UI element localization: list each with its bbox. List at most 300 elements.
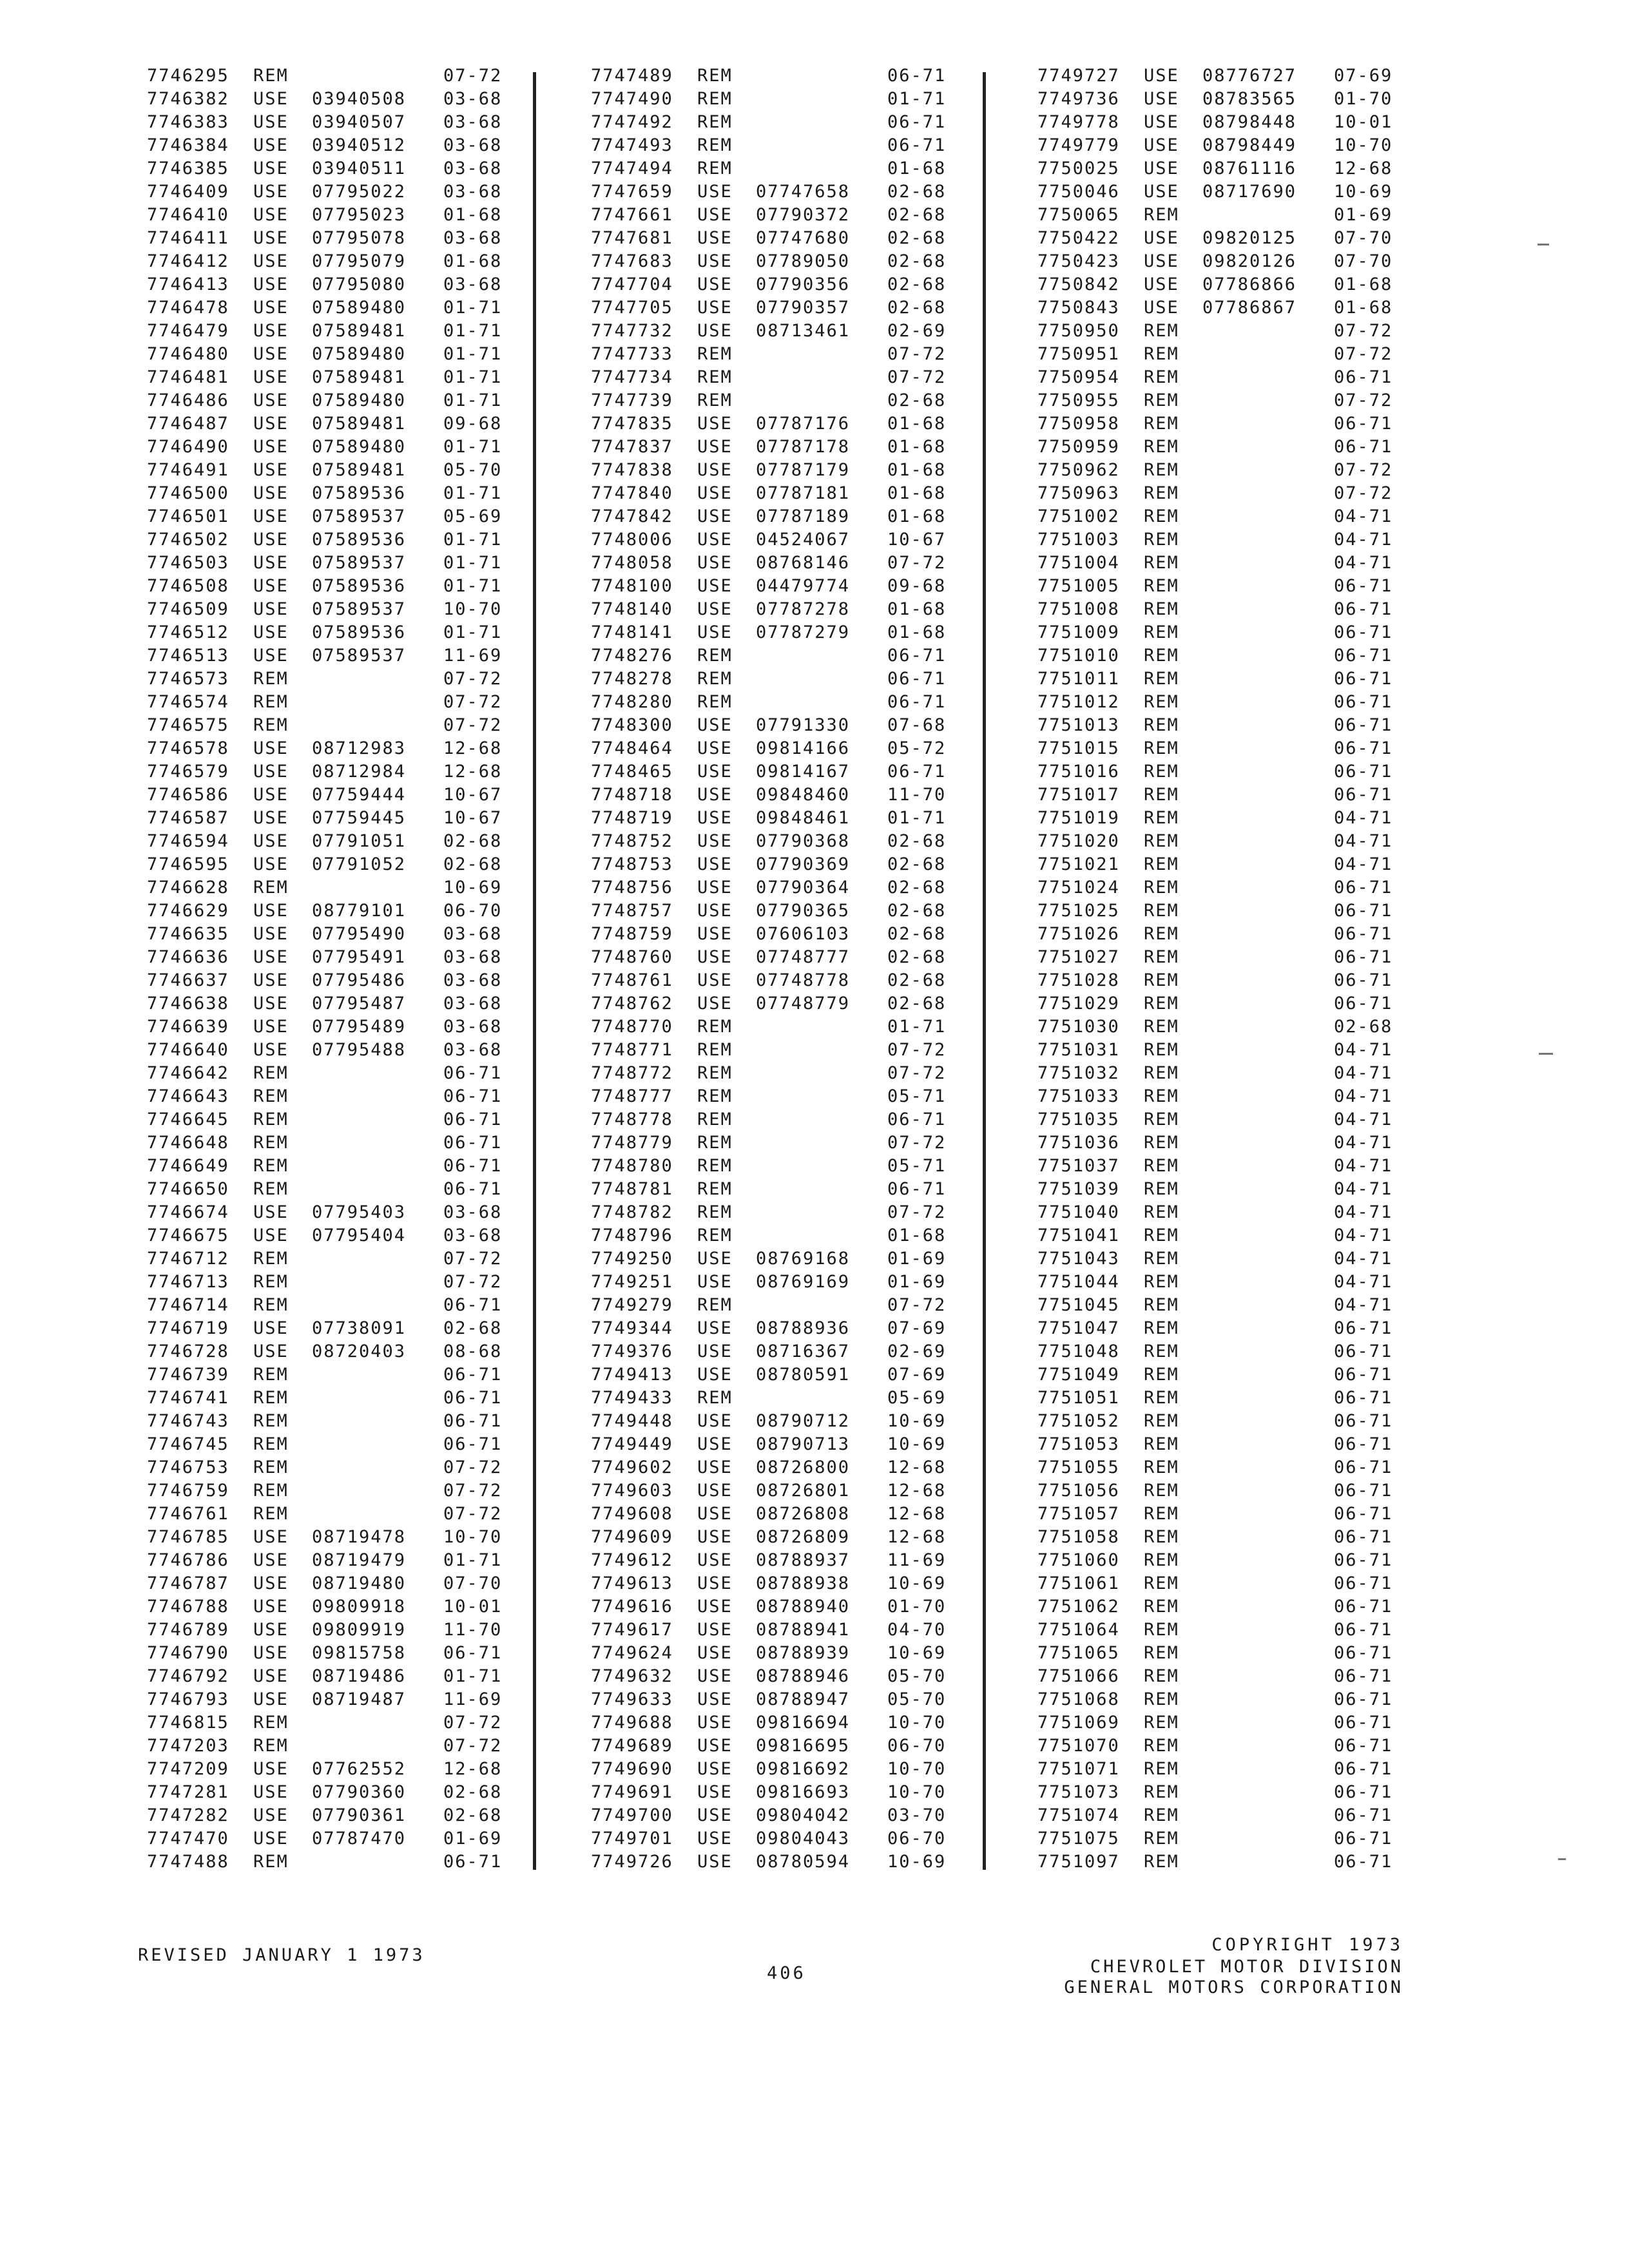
part-number: 7748759 — [591, 924, 673, 944]
action-code: USE — [697, 970, 733, 990]
date-code: 06-71 — [443, 1434, 503, 1454]
part-number: 7749726 — [591, 1852, 673, 1872]
date-code: 06-71 — [1334, 762, 1393, 782]
action-code: USE — [697, 1434, 733, 1454]
replacement-number: 08788940 — [756, 1597, 851, 1617]
part-number: 7747470 — [147, 1829, 229, 1849]
date-code: 01-68 — [887, 437, 947, 457]
date-code: 02-68 — [887, 970, 947, 990]
action-code: USE — [697, 251, 733, 271]
date-code: 06-71 — [1334, 1643, 1393, 1663]
action-code: REM — [1144, 1481, 1179, 1501]
part-number: 7746412 — [147, 251, 229, 271]
replacement-number: 07790364 — [756, 878, 851, 898]
replacement-number: 07589537 — [312, 646, 407, 666]
action-code: USE — [697, 298, 733, 318]
action-code: USE — [1144, 112, 1179, 132]
action-code: USE — [253, 1829, 289, 1849]
action-code: USE — [697, 228, 733, 248]
action-code: USE — [253, 808, 289, 828]
action-code: USE — [253, 182, 289, 202]
action-code: REM — [1144, 1736, 1179, 1756]
action-code: USE — [697, 182, 733, 202]
date-code: 06-71 — [1334, 1365, 1393, 1385]
action-code: REM — [1144, 622, 1179, 642]
date-code: 06-71 — [1334, 1782, 1393, 1802]
part-number: 7746786 — [147, 1550, 229, 1570]
date-code: 02-68 — [443, 1805, 503, 1825]
part-number: 7751051 — [1037, 1388, 1120, 1408]
part-number: 7746761 — [147, 1504, 229, 1524]
date-code: 06-71 — [887, 669, 947, 689]
part-number: 7748058 — [591, 553, 673, 573]
part-number: 7748752 — [591, 831, 673, 851]
part-number: 7748757 — [591, 901, 673, 921]
action-code: REM — [1144, 321, 1179, 341]
replacement-number: 07790360 — [312, 1782, 407, 1802]
date-code: 07-72 — [443, 692, 503, 712]
replacement-number: 07795080 — [312, 274, 407, 294]
part-number: 7750958 — [1037, 414, 1120, 434]
action-code: REM — [697, 159, 733, 178]
replacement-number: 07787279 — [756, 622, 851, 642]
action-code: REM — [253, 1457, 289, 1477]
action-code: USE — [697, 506, 733, 526]
date-code: 01-71 — [443, 321, 503, 341]
date-code: 01-69 — [887, 1249, 947, 1269]
date-code: 06-70 — [887, 1736, 947, 1756]
action-code: USE — [1144, 298, 1179, 318]
replacement-number: 08761116 — [1202, 159, 1297, 178]
action-code: USE — [253, 228, 289, 248]
date-code: 06-71 — [443, 1110, 503, 1129]
date-code: 06-71 — [1334, 367, 1393, 387]
part-number: 7750842 — [1037, 274, 1120, 294]
replacement-number: 09814167 — [756, 762, 851, 782]
date-code: 07-72 — [1334, 460, 1393, 480]
action-code: USE — [253, 1527, 289, 1547]
part-number: 7748140 — [591, 599, 673, 619]
date-code: 06-71 — [443, 1086, 503, 1106]
replacement-number: 07589481 — [312, 460, 407, 480]
action-code: REM — [1144, 669, 1179, 689]
action-code: USE — [1144, 159, 1179, 178]
action-code: USE — [253, 112, 289, 132]
date-code: 06-71 — [1334, 599, 1393, 619]
action-code: USE — [1144, 135, 1179, 155]
date-code: 02-68 — [887, 831, 947, 851]
part-number: 7747209 — [147, 1759, 229, 1779]
replacement-number: 08788937 — [756, 1550, 851, 1570]
part-number: 7748718 — [591, 785, 673, 805]
date-code: 01-68 — [887, 460, 947, 480]
action-code: REM — [697, 1225, 733, 1245]
action-code: USE — [253, 994, 289, 1014]
action-code: USE — [697, 924, 733, 944]
replacement-number: 08768146 — [756, 553, 851, 573]
date-code: 10-70 — [887, 1713, 947, 1733]
date-code: 01-71 — [443, 344, 503, 364]
action-code: USE — [253, 159, 289, 178]
action-code: REM — [697, 1110, 733, 1129]
replacement-number: 09848461 — [756, 808, 851, 828]
action-code: REM — [1144, 854, 1179, 874]
action-code: USE — [697, 622, 733, 642]
part-number: 7747838 — [591, 460, 673, 480]
part-number: 7746712 — [147, 1249, 229, 1269]
action-code: REM — [1144, 1110, 1179, 1129]
date-code: 02-68 — [887, 947, 947, 967]
part-number: 7751026 — [1037, 924, 1120, 944]
date-code: 07-68 — [887, 715, 947, 735]
part-number: 7751048 — [1037, 1341, 1120, 1361]
part-number: 7750423 — [1037, 251, 1120, 271]
date-code: 06-71 — [1334, 1481, 1393, 1501]
part-number: 7746509 — [147, 599, 229, 619]
date-code: 03-68 — [443, 89, 503, 109]
replacement-number: 07790357 — [756, 298, 851, 318]
replacement-number: 04479774 — [756, 576, 851, 596]
part-number: 7746384 — [147, 135, 229, 155]
part-number: 7747840 — [591, 483, 673, 503]
part-number: 7748771 — [591, 1040, 673, 1060]
date-code: 07-72 — [443, 1272, 503, 1292]
action-code: USE — [697, 994, 733, 1014]
part-number: 7749633 — [591, 1689, 673, 1709]
action-code: REM — [1144, 437, 1179, 457]
date-code: 04-71 — [1334, 1179, 1393, 1199]
action-code: REM — [697, 1202, 733, 1222]
replacement-number: 09815758 — [312, 1643, 407, 1663]
part-number: 7748781 — [591, 1179, 673, 1199]
action-code: REM — [1144, 1341, 1179, 1361]
part-number: 7751011 — [1037, 669, 1120, 689]
action-code: USE — [253, 437, 289, 457]
date-code: 06-71 — [1334, 1411, 1393, 1431]
date-code: 06-71 — [887, 66, 947, 86]
date-code: 02-68 — [887, 251, 947, 271]
action-code: REM — [697, 1156, 733, 1176]
part-number: 7746650 — [147, 1179, 229, 1199]
part-number: 7748780 — [591, 1156, 673, 1176]
action-code: REM — [697, 692, 733, 712]
part-number: 7750950 — [1037, 321, 1120, 341]
replacement-number: 08719487 — [312, 1689, 407, 1709]
division-line: CHEVROLET MOTOR DIVISION — [1090, 1957, 1403, 1977]
part-number: 7746629 — [147, 901, 229, 921]
date-code: 02-68 — [887, 901, 947, 921]
action-code: REM — [1144, 692, 1179, 712]
action-code: REM — [1144, 1017, 1179, 1037]
action-code: USE — [697, 1504, 733, 1524]
page-number: 406 — [767, 1963, 806, 1983]
date-code: 01-71 — [443, 437, 503, 457]
action-code: REM — [1144, 344, 1179, 364]
date-code: 01-71 — [443, 298, 503, 318]
part-number: 7746789 — [147, 1620, 229, 1640]
part-number: 7751030 — [1037, 1017, 1120, 1037]
date-code: 06-71 — [887, 135, 947, 155]
action-code: USE — [253, 1689, 289, 1709]
action-code: REM — [253, 1434, 289, 1454]
part-number: 7749632 — [591, 1666, 673, 1686]
action-code: USE — [697, 437, 733, 457]
date-code: 01-69 — [887, 1272, 947, 1292]
action-code: USE — [1144, 228, 1179, 248]
action-code: REM — [1144, 715, 1179, 735]
part-number: 7751044 — [1037, 1272, 1120, 1292]
date-code: 07-72 — [887, 344, 947, 364]
date-code: 01-71 — [443, 553, 503, 573]
replacement-number: 08726800 — [756, 1457, 851, 1477]
replacement-number: 07589537 — [312, 599, 407, 619]
action-code: USE — [697, 808, 733, 828]
action-code: USE — [253, 506, 289, 526]
part-number: 7749691 — [591, 1782, 673, 1802]
part-number: 7746409 — [147, 182, 229, 202]
part-number: 7747835 — [591, 414, 673, 434]
date-code: 06-71 — [1334, 1318, 1393, 1338]
part-number: 7749279 — [591, 1295, 673, 1315]
column-divider-right — [983, 72, 986, 1870]
action-code: REM — [253, 1411, 289, 1431]
action-code: USE — [697, 1829, 733, 1849]
replacement-number: 07787178 — [756, 437, 851, 457]
date-code: 01-71 — [443, 390, 503, 410]
action-code: USE — [697, 1341, 733, 1361]
part-number: 7749608 — [591, 1504, 673, 1524]
part-number: 7750954 — [1037, 367, 1120, 387]
date-code: 04-71 — [1334, 1110, 1393, 1129]
date-code: 05-70 — [887, 1666, 947, 1686]
date-code: 12-68 — [443, 738, 503, 758]
action-code: USE — [253, 576, 289, 596]
action-code: REM — [1144, 1086, 1179, 1106]
part-number: 7751008 — [1037, 599, 1120, 619]
action-code: REM — [1144, 1643, 1179, 1663]
date-code: 10-69 — [887, 1411, 947, 1431]
part-number: 7748278 — [591, 669, 673, 689]
part-number: 7751027 — [1037, 947, 1120, 967]
part-number: 7746503 — [147, 553, 229, 573]
action-code: USE — [253, 530, 289, 550]
part-number: 7749736 — [1037, 89, 1120, 109]
date-code: 02-69 — [887, 1341, 947, 1361]
date-code: 07-70 — [1334, 251, 1393, 271]
date-code: 10-01 — [1334, 112, 1393, 132]
part-number: 7751031 — [1037, 1040, 1120, 1060]
date-code: 02-68 — [1334, 1017, 1393, 1037]
part-number: 7750065 — [1037, 205, 1120, 225]
date-code: 06-71 — [887, 1179, 947, 1199]
date-code: 03-68 — [443, 994, 503, 1014]
action-code: USE — [253, 646, 289, 666]
date-code: 02-68 — [887, 924, 947, 944]
part-number: 7751074 — [1037, 1805, 1120, 1825]
replacement-number: 07787278 — [756, 599, 851, 619]
replacement-number: 07589481 — [312, 321, 407, 341]
part-number: 7751029 — [1037, 994, 1120, 1014]
action-code: REM — [697, 669, 733, 689]
part-number: 7746636 — [147, 947, 229, 967]
date-code: 06-71 — [1334, 1504, 1393, 1524]
date-code: 07-72 — [1334, 321, 1393, 341]
date-code: 12-68 — [887, 1504, 947, 1524]
part-number: 7746638 — [147, 994, 229, 1014]
replacement-number: 07789050 — [756, 251, 851, 271]
date-code: 11-70 — [887, 785, 947, 805]
date-code: 07-72 — [443, 1481, 503, 1501]
date-code: 10-70 — [443, 599, 503, 619]
action-code: REM — [1144, 762, 1179, 782]
part-number: 7748778 — [591, 1110, 673, 1129]
action-code: USE — [253, 1341, 289, 1361]
part-number: 7748100 — [591, 576, 673, 596]
part-number: 7746739 — [147, 1365, 229, 1385]
date-code: 06-71 — [1334, 994, 1393, 1014]
action-code: USE — [253, 1573, 289, 1593]
action-code: USE — [697, 576, 733, 596]
part-number: 7751066 — [1037, 1666, 1120, 1686]
part-number: 7751010 — [1037, 646, 1120, 666]
date-code: 10-69 — [887, 1852, 947, 1872]
part-number: 7751070 — [1037, 1736, 1120, 1756]
replacement-number: 08790712 — [756, 1411, 851, 1431]
part-number: 7749613 — [591, 1573, 673, 1593]
date-code: 03-68 — [443, 112, 503, 132]
date-code: 06-71 — [1334, 1573, 1393, 1593]
part-number: 7751012 — [1037, 692, 1120, 712]
action-code: REM — [253, 1504, 289, 1524]
date-code: 01-71 — [443, 1550, 503, 1570]
date-code: 06-71 — [1334, 1341, 1393, 1361]
replacement-number: 08726809 — [756, 1527, 851, 1547]
date-code: 03-68 — [443, 135, 503, 155]
action-code: REM — [1144, 1434, 1179, 1454]
part-number: 7749700 — [591, 1805, 673, 1825]
action-code: REM — [1144, 1156, 1179, 1176]
date-code: 01-68 — [887, 159, 947, 178]
action-code: USE — [697, 1736, 733, 1756]
date-code: 01-71 — [887, 89, 947, 109]
part-number: 7748719 — [591, 808, 673, 828]
replacement-number: 08719480 — [312, 1573, 407, 1593]
replacement-number: 09820126 — [1202, 251, 1297, 271]
action-code: USE — [697, 1713, 733, 1733]
replacement-number: 07787181 — [756, 483, 851, 503]
action-code: USE — [253, 344, 289, 364]
part-number: 7751013 — [1037, 715, 1120, 735]
part-number: 7746645 — [147, 1110, 229, 1129]
part-number: 7746788 — [147, 1597, 229, 1617]
date-code: 06-71 — [1334, 970, 1393, 990]
part-number: 7746487 — [147, 414, 229, 434]
action-code: REM — [1144, 901, 1179, 921]
date-code: 04-71 — [1334, 808, 1393, 828]
date-code: 02-68 — [887, 994, 947, 1014]
action-code: USE — [697, 1689, 733, 1709]
replacement-number: 07795488 — [312, 1040, 407, 1060]
date-code: 12-68 — [887, 1481, 947, 1501]
part-number: 7746579 — [147, 762, 229, 782]
date-code: 07-72 — [887, 1133, 947, 1153]
part-number: 7748760 — [591, 947, 673, 967]
date-code: 04-71 — [1334, 1295, 1393, 1315]
replacement-number: 07589537 — [312, 553, 407, 573]
part-number: 7751073 — [1037, 1782, 1120, 1802]
replacement-number: 03940512 — [312, 135, 407, 155]
action-code: REM — [697, 1388, 733, 1408]
action-code: REM — [1144, 924, 1179, 944]
date-code: 06-71 — [1334, 1759, 1393, 1779]
date-code: 01-69 — [1334, 205, 1393, 225]
part-number: 7749701 — [591, 1829, 673, 1849]
date-code: 06-71 — [443, 1133, 503, 1153]
part-number: 7746741 — [147, 1388, 229, 1408]
date-code: 10-69 — [887, 1573, 947, 1593]
action-code: REM — [253, 1388, 289, 1408]
action-code: REM — [697, 646, 733, 666]
replacement-number: 09816694 — [756, 1713, 851, 1733]
date-code: 06-71 — [443, 1063, 503, 1083]
date-code: 10-70 — [1334, 135, 1393, 155]
date-code: 04-71 — [1334, 1133, 1393, 1153]
part-number: 7747494 — [591, 159, 673, 178]
part-number: 7748753 — [591, 854, 673, 874]
replacement-number: 07589480 — [312, 344, 407, 364]
date-code: 06-71 — [443, 1411, 503, 1431]
part-number: 7748779 — [591, 1133, 673, 1153]
action-code: USE — [253, 321, 289, 341]
action-code: REM — [1144, 1133, 1179, 1153]
replacement-number: 07795023 — [312, 205, 407, 225]
replacement-number: 08726808 — [756, 1504, 851, 1524]
date-code: 05-69 — [443, 506, 503, 526]
action-code: REM — [1144, 367, 1179, 387]
date-code: 01-70 — [1334, 89, 1393, 109]
date-code: 06-71 — [1334, 1829, 1393, 1849]
replacement-number: 09816693 — [756, 1782, 851, 1802]
replacement-number: 08712983 — [312, 738, 407, 758]
replacement-number: 09820125 — [1202, 228, 1297, 248]
action-code: REM — [253, 1249, 289, 1269]
part-number: 7747837 — [591, 437, 673, 457]
part-number: 7746728 — [147, 1341, 229, 1361]
part-number: 7748006 — [591, 530, 673, 550]
replacement-number: 07786867 — [1202, 298, 1297, 318]
part-number: 7747705 — [591, 298, 673, 318]
part-number: 7746411 — [147, 228, 229, 248]
part-number: 7751016 — [1037, 762, 1120, 782]
replacement-number: 07759444 — [312, 785, 407, 805]
part-number: 7746595 — [147, 854, 229, 874]
action-code: REM — [697, 1086, 733, 1106]
action-code: REM — [1144, 1829, 1179, 1849]
date-code: 07-69 — [887, 1365, 947, 1385]
part-number: 7751017 — [1037, 785, 1120, 805]
replacement-number: 07786866 — [1202, 274, 1297, 294]
replacement-number: 08798449 — [1202, 135, 1297, 155]
date-code: 04-71 — [1334, 1225, 1393, 1245]
part-number: 7746575 — [147, 715, 229, 735]
part-number: 7746385 — [147, 159, 229, 178]
part-number: 7749690 — [591, 1759, 673, 1779]
part-number: 7746574 — [147, 692, 229, 712]
date-code: 06-71 — [1334, 1805, 1393, 1825]
date-code: 06-71 — [1334, 1666, 1393, 1686]
replacement-number: 08776727 — [1202, 66, 1297, 86]
replacement-number: 08783565 — [1202, 89, 1297, 109]
